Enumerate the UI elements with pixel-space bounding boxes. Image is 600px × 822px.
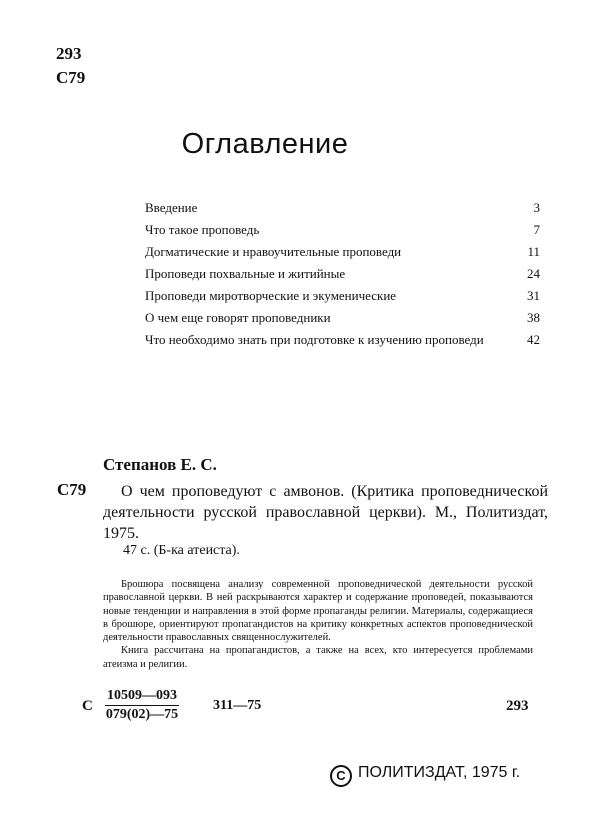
index-letter: С: [82, 698, 93, 714]
toc-item-label: Введение: [145, 200, 198, 215]
index-fraction: [105, 688, 179, 723]
toc-item-label: О чем еще говорят проповедники: [145, 310, 331, 325]
toc-item: [145, 200, 540, 216]
toc-item: [145, 288, 540, 304]
toc-item-label: Что такое проповедь: [145, 222, 260, 237]
catalog-description: О чем проповедуют с амвонов. (Критика проповеднической деятельности русской православной церкви). М., Политиздат, 1975.: [103, 483, 548, 542]
index-numerator: 10509—093: [105, 688, 179, 706]
toc-item-label: Что необходимо знать при подготовке к изучению проповеди: [145, 332, 484, 347]
toc-item: [145, 222, 540, 238]
toc-item: [145, 332, 540, 348]
toc-item: [145, 266, 540, 282]
udc-code: 293: [56, 44, 82, 63]
toc-item-page: 11: [527, 244, 540, 259]
toc-item: [145, 310, 540, 326]
toc-item-page: 3: [533, 200, 540, 215]
toc-item-page: 24: [527, 266, 540, 281]
toc-title: Оглавление: [181, 128, 349, 160]
copyright-icon: C: [330, 765, 352, 787]
catalog-author: Степанов Е. С.: [103, 455, 217, 474]
index-right-code: 293: [506, 698, 529, 714]
index-suffix: 311—75: [213, 698, 262, 713]
copyright-text: ПОЛИТИЗДАТ, 1975 г.: [358, 764, 521, 781]
annotation: [103, 578, 533, 671]
toc-item-page: 31: [527, 288, 540, 303]
toc-item-label: Проповеди миротворческие и экуменические: [145, 288, 397, 303]
toc-item-label: Догматические и нравоучительные проповеди: [145, 244, 402, 259]
catalog-code: С79: [57, 480, 87, 499]
index-denominator: 079(02)—75: [105, 707, 179, 722]
toc-item-page: 38: [527, 310, 540, 325]
toc-item-label: Проповеди похвальные и житийные: [145, 266, 346, 281]
annotation-paragraph: Брошюра посвящена анализу современной проповеднической деятельности русской православной церкви. В ней раскрываются характер и содержание проповедей, показываются новые тенденции и направления в этой форме пропаганды религии. Материалы, содержащиеся в брошюре, ориентируют пропагандистов на критику конкретных аспектов проповеднической деятельности православных священнослужителей.: [103, 579, 533, 644]
toc-item-page: 7: [533, 222, 540, 237]
annotation-paragraph: Книга рассчитана на пропагандистов, а также на всех, кто интересуется проблемами атеизма и религии.: [103, 645, 533, 670]
catalog-pages: 47 с. (Б-ка атеиста).: [123, 543, 240, 558]
author-sign: С79: [56, 68, 86, 87]
toc-item-page: 42: [527, 332, 540, 347]
toc-item: [145, 244, 540, 260]
table-of-contents: [145, 200, 540, 354]
copyright: [330, 764, 520, 787]
